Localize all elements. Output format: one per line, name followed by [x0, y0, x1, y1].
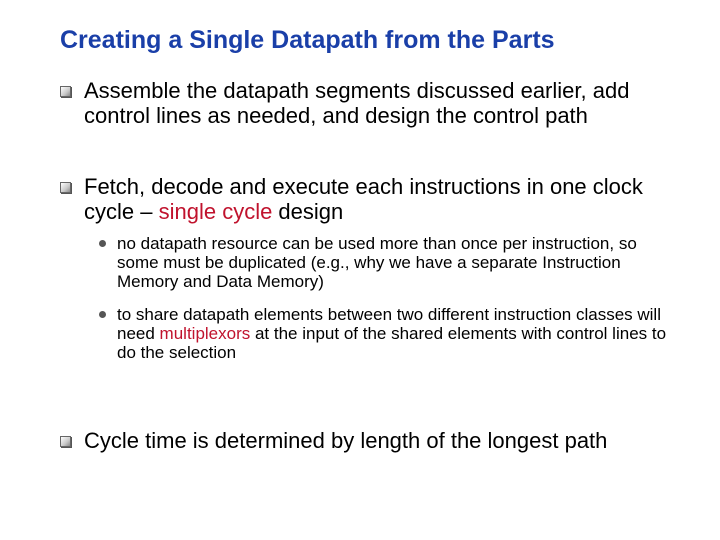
square-bullet-icon: [60, 86, 71, 97]
bullet-cycle-time: [60, 428, 680, 453]
round-bullet-icon: [99, 311, 106, 318]
sub-bullet-no-resource-reuse: [99, 234, 669, 291]
square-bullet-icon: [60, 182, 71, 193]
highlight-multiplexors: multiplexors: [159, 324, 251, 343]
sub-bullet-text: [117, 305, 669, 362]
bullet-text: Assemble the datapath segments discussed earlier, add control lines as needed, and design the control path: [84, 78, 630, 128]
square-bullet-icon: [60, 436, 71, 447]
bullet-text: [84, 174, 680, 224]
bullet-text-part: design: [272, 199, 344, 224]
bullet-assemble: [60, 78, 680, 153]
bullet-fetch-decode-execute: [60, 174, 680, 224]
round-bullet-icon: [99, 240, 106, 247]
highlight-single-cycle: single cycle: [158, 199, 273, 224]
sub-bullet-text-part: at the input of the shared elements with control lines to do the selection: [117, 324, 667, 362]
bullet-text: Cycle time is determined by length of the longest path: [84, 428, 608, 453]
sub-bullet-text-part: to share datapath elements between two different instruction classes will need: [117, 305, 661, 343]
sub-bullet-text: no datapath resource can be used more than once per instruction, so some must be duplicated (e.g., why we have a separate Instruction Memory and Data Memory): [117, 234, 637, 291]
slide-title: Creating a Single Datapath from the Parts: [60, 26, 555, 54]
bullet-text-part: Fetch, decode and execute each instructions in one clock cycle –: [84, 174, 643, 224]
sub-bullet-share-elements: [99, 305, 669, 362]
